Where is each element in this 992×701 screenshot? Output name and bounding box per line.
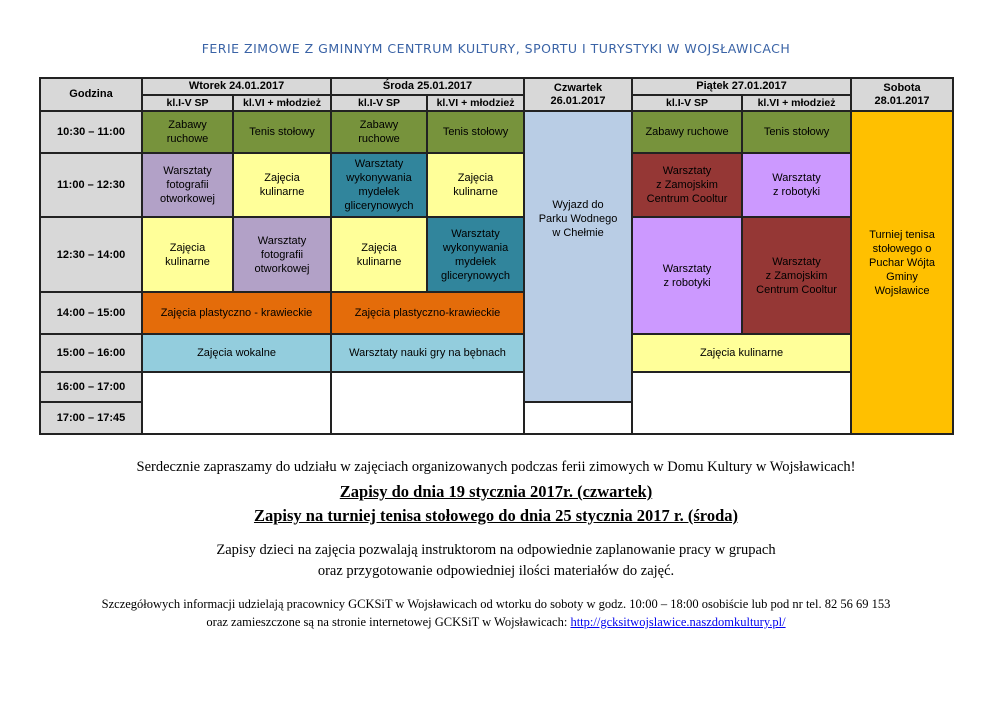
cell-text-line: z Zamojskim — [765, 269, 828, 282]
cell-text-line: Warsztaty nauki gry na bębnach — [349, 347, 506, 359]
saturday-tournament-cell — [851, 111, 953, 434]
empty-cell — [331, 372, 524, 434]
empty-cell — [524, 402, 632, 434]
activity-cell — [632, 217, 742, 334]
cell-text-line: Zajęcia kulinarne — [699, 347, 784, 359]
activity-cell — [331, 292, 524, 334]
activity-cell — [142, 153, 233, 217]
cell-text-line: otworkowej — [254, 262, 310, 275]
cell-text-line: mydełek — [455, 255, 496, 268]
cell-text-line: Wyjazd do — [552, 199, 604, 211]
invitation-text: Serdecznie zapraszamy do udziału w zajęciach organizowanych podczas ferii zimowych w Domu Kultury w Wojsławicach! — [136, 459, 856, 475]
cell-text-line: Zajęcia — [457, 172, 494, 184]
header-tuesday: Wtorek 24.01.2017 — [142, 78, 331, 95]
activity-cell — [632, 334, 851, 372]
cell-text-line: ruchowe — [358, 133, 400, 145]
activity-cell — [142, 217, 233, 292]
cell-text-line: w Chełmie — [552, 227, 604, 239]
cell-text-line: Zajęcia plastyczno-krawieckie — [354, 307, 501, 319]
cell-text-line: otworkowej — [159, 193, 216, 205]
cell-text-line: Tenis stołowy — [442, 126, 509, 138]
cell-text-line: Warsztaty — [451, 227, 500, 240]
time-slot: 11:00 – 12:30 — [40, 153, 142, 217]
activity-cell — [427, 217, 524, 292]
cell-text-line: kulinarne — [259, 186, 305, 198]
cell-text-line: Zajęcia plastyczno - krawieckie — [160, 307, 313, 319]
cell-text-line: kulinarne — [356, 255, 402, 268]
cell-text-line: wykonywania — [442, 241, 509, 254]
cell-text-line: Zabawy — [168, 119, 207, 131]
cell-text-line: Warsztaty — [257, 234, 307, 247]
registration-deadline: Zapisy do dnia 19 stycznia 2017r. (czwartek) — [339, 482, 653, 501]
cell-text-line: fotografii — [166, 179, 209, 191]
time-slot: 12:30 – 14:00 — [40, 217, 142, 292]
cell-text-line: glicerynowych — [344, 200, 414, 212]
cell-text-line: kulinarne — [165, 255, 210, 268]
group-header: kl.VI + młodzież — [742, 95, 851, 111]
activity-cell — [331, 153, 427, 217]
cell-text-line: Zajęcia — [361, 241, 397, 254]
header-wednesday: Środa 25.01.2017 — [331, 78, 524, 95]
cell-text-line: Zajęcia — [264, 172, 300, 184]
cell-text-line: kulinarne — [453, 186, 498, 198]
time-slot: 14:00 – 15:00 — [40, 292, 142, 334]
cell-text-line: Warsztaty — [772, 255, 821, 268]
cell-text-line: Warsztaty — [163, 165, 212, 177]
activity-cell — [427, 153, 524, 217]
cell-text-line: glicerynowych — [440, 269, 511, 282]
note-line-2: oraz przygotowanie odpowiedniej ilości materiałów do zajęć. — [317, 563, 675, 579]
cell-text-line: z Zamojskim — [656, 179, 718, 191]
empty-cell — [142, 372, 331, 434]
note-line-1: Zapisy dzieci na zajęcia pozwalają instruktorom na odpowiednie zaplanowanie pracy w grupach — [216, 542, 776, 558]
activity-cell — [742, 153, 851, 217]
activity-cell — [632, 153, 742, 217]
cell-text-line: stołowego o — [872, 243, 932, 255]
header-hour: Godzina — [40, 78, 142, 111]
header-thursday: Czwartek 26.01.2017 — [524, 78, 632, 111]
cell-text-line: Tenis stołowy — [249, 126, 315, 138]
tournament-deadline: Zapisy na turniej tenisa stołowego do dnia 25 stycznia 2017 r. (środa) — [253, 506, 739, 525]
group-header: kl.I-V SP — [142, 95, 233, 111]
cell-text-line: Warsztaty — [354, 158, 404, 170]
cell-text-line: Tenis stołowy — [763, 126, 830, 138]
cell-text-line: mydełek — [358, 186, 400, 198]
cell-text-line: ruchowe — [166, 133, 209, 145]
empty-cell — [632, 372, 851, 434]
activity-cell — [233, 217, 331, 292]
activity-cell — [142, 111, 233, 153]
website-link[interactable]: http://gcksitwojslawice.naszdomkultury.pl/ — [570, 615, 786, 629]
activity-cell — [427, 111, 524, 153]
cell-text-line: Centrum Cooltur — [646, 193, 728, 205]
cell-text-line: z robotyki — [663, 276, 711, 289]
header-friday: Piątek 27.01.2017 — [632, 78, 851, 95]
cell-text-line: z robotyki — [772, 186, 821, 198]
time-slot: 16:00 – 17:00 — [40, 372, 142, 402]
activity-cell — [331, 217, 427, 292]
website-info: oraz zamieszczone są na stronie internetowej GCKSiT w Wojsławicach: http://gcksitwojslawice.naszdomkultury.pl/ — [206, 615, 786, 629]
cell-text-line: Warsztaty — [662, 165, 712, 177]
group-header: kl.I-V SP — [632, 95, 742, 111]
cell-text-line: Zajęcia — [169, 241, 206, 254]
cell-text-line: Zabawy — [359, 119, 399, 131]
cell-text-line: Warsztaty — [772, 172, 821, 184]
activity-cell — [331, 111, 427, 153]
group-header: kl.I-V SP — [331, 95, 427, 111]
time-slot: 17:00 – 17:45 — [40, 402, 142, 434]
cell-text-line: Turniej tenisa — [869, 229, 935, 241]
cell-text-line: Parku Wodnego — [538, 213, 618, 225]
cell-text-line: Warsztaty — [662, 262, 712, 275]
page-title: FERIE ZIMOWE Z GMINNYM CENTRUM KULTURY, SPORTU I TURYSTYKI W WOJSŁAWICACH — [201, 41, 791, 56]
activity-cell — [142, 292, 331, 334]
activity-cell — [142, 334, 331, 372]
activity-cell — [233, 111, 331, 153]
contact-info: Szczegółowych informacji udzielają pracownicy GCKSiT w Wojsławicach od wtorku do soboty w godz. 10:00 – 18:00 osobiście lub pod nr tel. 82 56 69 153 — [101, 597, 891, 611]
cell-text-line: Puchar Wójta — [869, 257, 936, 269]
group-header: kl.VI + młodzież — [233, 95, 331, 111]
schedule-table — [39, 77, 954, 435]
activity-cell — [742, 111, 851, 153]
header-saturday: Sobota 28.01.2017 — [851, 78, 953, 111]
cell-text-line: Centrum Cooltur — [756, 283, 837, 296]
activity-cell — [331, 334, 524, 372]
cell-text-line: Wojsławice — [874, 285, 930, 297]
activity-cell — [742, 217, 851, 334]
group-header: kl.VI + młodzież — [427, 95, 524, 111]
time-slot: 10:30 – 11:00 — [40, 111, 142, 153]
cell-text-line: Gminy — [886, 271, 918, 283]
cell-text-line: Zajęcia wokalne — [197, 347, 276, 359]
cell-text-line: Zabawy ruchowe — [645, 126, 729, 138]
activity-cell — [233, 153, 331, 217]
thursday-trip-cell — [524, 111, 632, 402]
time-slot: 15:00 – 16:00 — [40, 334, 142, 372]
cell-text-line: wykonywania — [346, 172, 412, 184]
activity-cell — [632, 111, 742, 153]
cell-text-line: fotografii — [260, 248, 304, 261]
